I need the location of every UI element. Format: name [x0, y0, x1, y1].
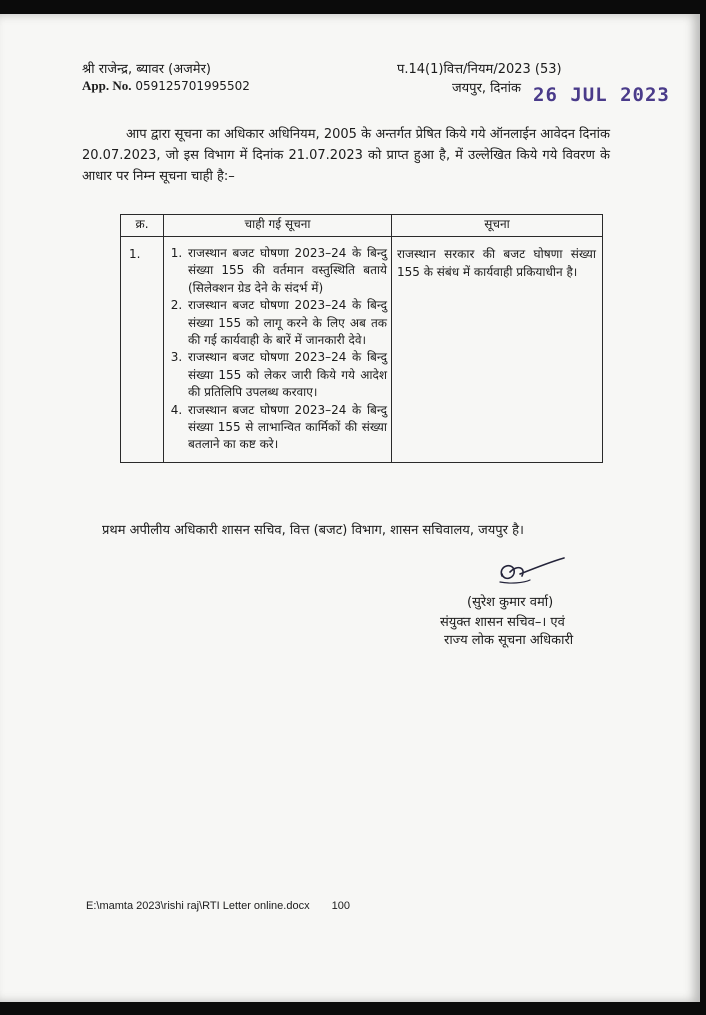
- request-item: 4. राजस्थान बजट घोषणा 2023–24 के बिन्दु संख्या 155 से लाभान्वित कार्मिकों की संख्या बतलाने का कष्ट करे।: [186, 402, 387, 454]
- intro-paragraph: आप द्वारा सूचना का अधिकार अधिनियम, 2005 के अन्तर्गत प्रेषित किये गये ऑनलाईन आवेदन दिनांक 20.07.2023, जो इस विभाग में दिनांक 21.07.2023 को प्राप्त हुआ है, में उल्लेखित किये गये विवरण के आधार पर निम्न सूचना चाही है:–: [82, 127, 610, 184]
- app-no-value: 059125701995502: [135, 79, 250, 93]
- appellate-authority-text: प्रथम अपीलीय अधिकारी शासन सचिव, वित्त (बजट) विभाग, शासन सचिवालय, जयपुर है।: [102, 523, 524, 538]
- header-information: सूचना: [392, 215, 603, 237]
- information-table: [120, 214, 603, 463]
- signatory-office: राज्य लोक सूचना अधिकारी: [444, 633, 574, 648]
- place-date-label: जयपुर, दिनांक: [452, 81, 521, 96]
- reference-number: प.14(1)वित्त/नियम/2023 (53): [397, 62, 562, 77]
- date-stamp: 26 JUL 2023: [533, 84, 670, 106]
- request-item: 2. राजस्थान बजट घोषणा 2023–24 के बिन्दु संख्या 155 को लागू करने के लिए अब तक की गई कार्यवाही के बारें में जानकारी देवे।: [186, 297, 387, 349]
- app-no-label: App. No.: [82, 78, 132, 93]
- requested-info-cell: [164, 237, 392, 463]
- file-path: E:\mamta 2023\rishi raj\RTI Letter online.docx: [86, 900, 310, 912]
- file-path-footer: [86, 900, 350, 912]
- letter-page: [0, 14, 700, 1002]
- response-cell: राजस्थान सरकार की बजट घोषणा संख्या 155 के संबंध में कार्यवाही प्रकियाधीन है।: [392, 237, 603, 463]
- request-item: 3. राजस्थान बजट घोषणा 2023–24 के बिन्दु संख्या 155 को लेकर जारी किये गये आदेश की प्रतिलिपि उपलब्ध करवाए।: [186, 349, 387, 401]
- signature-mark: [490, 554, 570, 590]
- header-serial: क्र.: [121, 215, 164, 237]
- table-header-row: [121, 215, 603, 237]
- table-row: [121, 237, 603, 463]
- request-item: 1. राजस्थान बजट घोषणा 2023–24 के बिन्दु संख्या 155 की वर्तमान वस्तुस्थिति बताये (सिलेक्शन ग्रेड देने के संदर्भ में): [186, 245, 387, 297]
- application-number: [82, 78, 250, 94]
- signatory-name: (सुरेश कुमार वर्मा): [467, 595, 554, 610]
- header-requested-info: चाही गई सूचना: [164, 215, 392, 237]
- signatory-designation: संयुक्त शासन सचिव–। एवं: [440, 615, 565, 630]
- request-list: [172, 245, 387, 454]
- recipient-name: श्री राजेन्द्र, ब्यावर (अजमेर): [82, 62, 211, 77]
- page-code: 100: [331, 900, 350, 912]
- row-serial: 1.: [121, 237, 164, 463]
